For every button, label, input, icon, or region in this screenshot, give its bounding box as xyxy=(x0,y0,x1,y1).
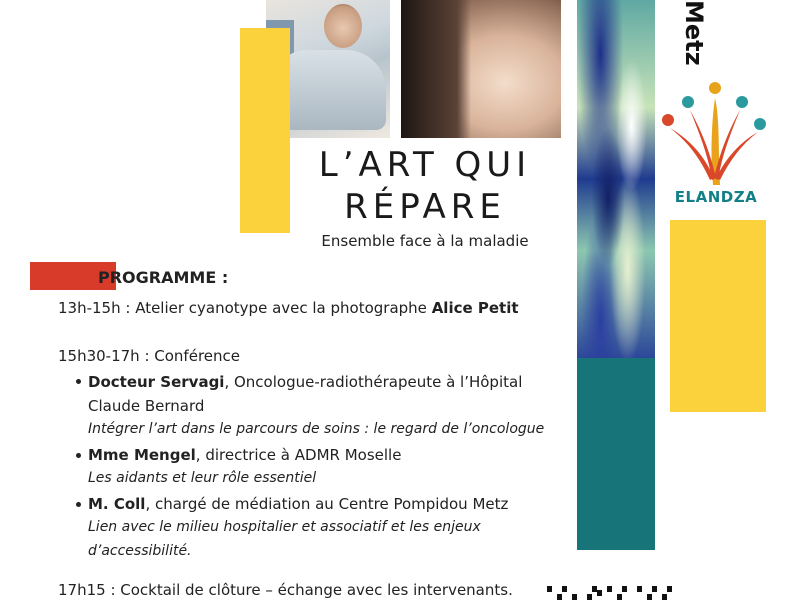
yellow-accent-block xyxy=(240,28,290,233)
speaker-3-topic-line1: Lien avec le milieu hospitalier et associatif et les enjeux xyxy=(88,519,481,535)
programme-heading: PROGRAMME : xyxy=(98,268,229,287)
qr-code-icon xyxy=(547,586,677,600)
logo-wordmark: ELANDZA xyxy=(674,188,758,206)
city-label: Metz xyxy=(680,0,708,66)
speaker-2-name: Mme Mengel xyxy=(88,446,196,464)
bullet-3 xyxy=(76,502,81,507)
speaker-3-role: , chargé de médiation au Centre Pompidou Metz xyxy=(145,495,509,513)
speaker-1-role: , Oncologue-radiothérapeute à l’Hôpital xyxy=(224,373,523,391)
event-subtitle: Ensemble face à la maladie xyxy=(321,232,529,250)
speaker-3-topic-line2: d’accessibilité. xyxy=(88,543,192,559)
conference-time: 15h30-17h : Conférence xyxy=(58,347,240,365)
speaker-3-name: M. Coll xyxy=(88,495,146,513)
bullet-1 xyxy=(76,379,81,384)
speaker-2-topic: Les aidants et leur rôle essentiel xyxy=(88,470,317,486)
speaker-2-role: , directrice à ADMR Moselle xyxy=(195,446,402,464)
marbled-art-strip xyxy=(577,0,655,358)
atelier-line xyxy=(58,296,519,320)
closing-line: 17h15 : Cocktail de clôture – échange avec les intervenants. xyxy=(58,581,513,599)
speaker-3 xyxy=(88,492,508,516)
skin-closeup-photo xyxy=(401,0,561,138)
speaker-1 xyxy=(88,370,522,394)
bullet-2 xyxy=(76,453,81,458)
speaker-1-name: Docteur Servagi xyxy=(88,373,225,391)
title-line-2: RÉPARE xyxy=(344,187,506,227)
speaker-1-role-line2: Claude Bernard xyxy=(88,397,205,415)
event-title xyxy=(290,144,560,228)
teal-accent-block xyxy=(577,358,655,550)
speaker-2 xyxy=(88,443,401,467)
elandza-logo-icon xyxy=(660,80,770,190)
speaker-1-topic: Intégrer l’art dans le parcours de soins : le regard de l’oncologue xyxy=(88,421,545,437)
atelier-name: Alice Petit xyxy=(431,299,519,317)
title-line-1: L’ART QUI xyxy=(318,145,532,185)
atelier-time: 13h-15h : Atelier cyanotype avec la photographe xyxy=(58,299,432,317)
yellow-accent-block-right xyxy=(670,220,766,412)
